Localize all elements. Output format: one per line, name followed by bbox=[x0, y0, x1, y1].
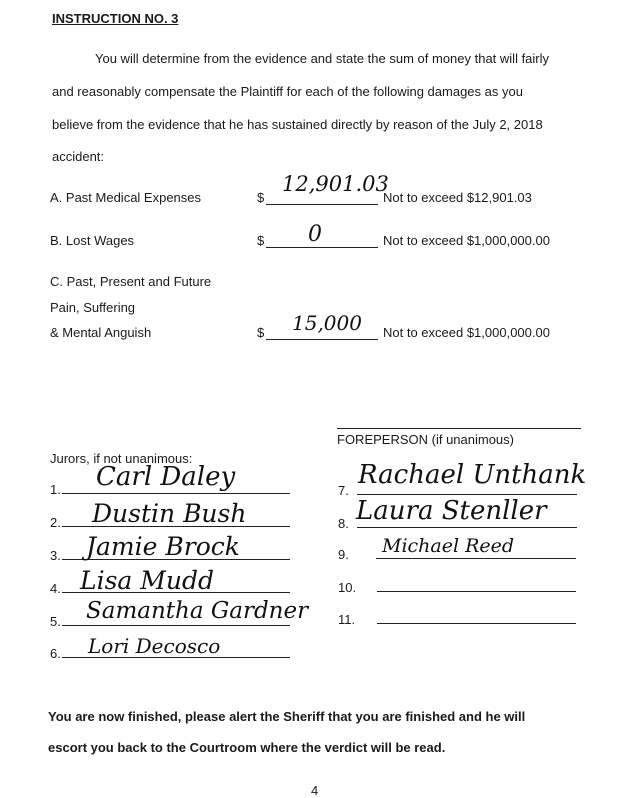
juror-number-6: 6. bbox=[50, 646, 61, 661]
foreperson-signature-7: Rachael Unthank bbox=[358, 460, 587, 490]
foreperson-number-9: 9. bbox=[338, 547, 349, 562]
foreperson-line-9[interactable] bbox=[376, 558, 576, 559]
page-number: 4 bbox=[311, 783, 319, 798]
foreperson-signature-9: Michael Reed bbox=[382, 535, 515, 557]
juror-number-3: 3. bbox=[50, 548, 61, 563]
paragraph-line-2: and reasonably compensate the Plaintiff for each of the following damages as you bbox=[52, 84, 523, 99]
foreperson-number-8: 8. bbox=[338, 516, 349, 531]
damage-c-label-line-3: & Mental Anguish bbox=[50, 325, 152, 340]
damage-b-label: B. Lost Wages bbox=[50, 233, 135, 248]
damage-c-label-line-1: C. Past, Present and Future bbox=[50, 274, 212, 289]
damage-c-currency: $ bbox=[257, 325, 265, 340]
paragraph-line-1: You will determine from the evidence and state the sum of money that will fairly bbox=[95, 51, 550, 66]
closing-line-1: You are now finished, please alert the Sheriff that you are finished and he will bbox=[48, 709, 526, 724]
damage-b-currency: $ bbox=[257, 233, 265, 248]
instruction-title: INSTRUCTION NO. 3 bbox=[52, 11, 179, 26]
damage-b-limit: Not to exceed $1,000,000.00 bbox=[383, 233, 550, 248]
foreperson-line-8[interactable] bbox=[357, 527, 577, 528]
juror-signature-3: Jamie Brock bbox=[86, 532, 240, 561]
foreperson-line-7[interactable] bbox=[357, 494, 577, 495]
closing-line-2: escort you back to the Courtroom where the verdict will be read. bbox=[48, 740, 446, 755]
foreperson-line-10[interactable] bbox=[377, 591, 576, 592]
damage-b-amount-line[interactable] bbox=[266, 231, 378, 248]
foreperson-number-11: 11. bbox=[338, 612, 356, 627]
juror-signature-1: Carl Daley bbox=[96, 462, 236, 492]
foreperson-number-10: 10. bbox=[338, 580, 357, 595]
juror-number-5: 5. bbox=[50, 614, 61, 629]
foreperson-top-line bbox=[337, 428, 581, 429]
paragraph-line-3: believe from the evidence that he has sustained directly by reason of the July 2, 2018 bbox=[52, 117, 543, 132]
juror-line-1[interactable] bbox=[62, 493, 290, 494]
foreperson-number-7: 7. bbox=[338, 483, 349, 498]
jurors-caption: Jurors, if not unanimous: bbox=[50, 451, 193, 466]
paragraph-line-4: accident: bbox=[52, 149, 105, 164]
foreperson-line-11[interactable] bbox=[377, 623, 576, 624]
juror-signature-5: Samantha Gardner bbox=[86, 598, 309, 624]
juror-signature-2: Dustin Bush bbox=[92, 499, 247, 528]
damage-a-amount: 12,901.03 bbox=[282, 172, 389, 196]
juror-signature-4: Lisa Mudd bbox=[80, 566, 214, 595]
juror-line-5[interactable] bbox=[62, 625, 290, 626]
damage-c-limit: Not to exceed $1,000,000.00 bbox=[383, 325, 550, 340]
juror-signature-6: Lori Decosco bbox=[88, 634, 221, 658]
damage-a-limit: Not to exceed $12,901.03 bbox=[383, 190, 532, 205]
juror-number-2: 2. bbox=[50, 515, 61, 530]
damage-c-label-line-2: Pain, Suffering bbox=[50, 300, 136, 315]
damage-a-currency: $ bbox=[257, 190, 265, 205]
damage-c-amount: 15,000 bbox=[292, 311, 362, 335]
damage-a-label: A. Past Medical Expenses bbox=[50, 190, 202, 205]
foreperson-signature-8: Laura Stenller bbox=[356, 496, 547, 526]
damage-b-amount: 0 bbox=[308, 222, 322, 247]
foreperson-caption: FOREPERSON (if unanimous) bbox=[337, 432, 514, 447]
juror-number-1: 1. bbox=[50, 482, 61, 497]
juror-number-4: 4. bbox=[50, 581, 61, 596]
